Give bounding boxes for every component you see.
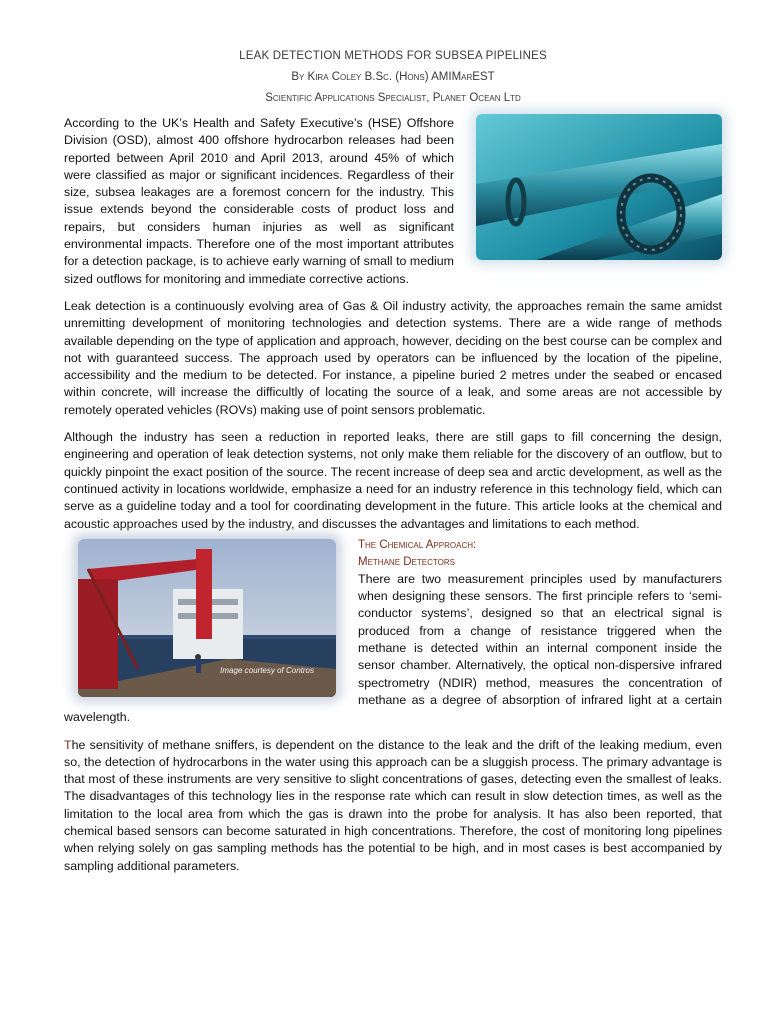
section-heading-chemical-approach: The Chemical Approach:	[358, 538, 477, 551]
paragraph-first-letter: T	[64, 737, 72, 752]
paragraph-industry-gaps: Although the industry has seen a reduction in reported leaks, there are still gaps to fill concerning the design, engineering and operation of leak detection systems, not only make them reliable for the discovery of an outflow, but to quickly pinpoint the exact position of the source. The recent increase of deep sea and arctic development, as well as the continued activity in locations worldwide, emphasize a need for an industry reference in this technology field, which can serve as a guideline today and a tool for coordinating development in the future. This article looks at the chemical and acoustic approaches used by the industry, and discusses the advantages and limitations to each method.	[64, 430, 722, 531]
paragraph-intro: According to the UK’s Health and Safety Executive’s (HSE) Offshore Division (OSD), almost 400 offshore hydrocarbon releases had been reported between April 2010 and April 2013, around 45% of which were classified as major or significant incidences. Regardless of their size, subsea leakages are a foremost concern for the industry. This issue extends beyond the considerable costs of product loss and repairs, but considers human injuries as well as significant environmental impacts. Therefore one of the most important attributes for a detection package, is to achieve early warning of small to medium sized outflows for monitoring and immediate corrective actions.	[64, 116, 454, 286]
paragraph-methane-detectors: There are two measurement principles used by manufacturers when designing these sensors. The first principle refers to ‘semi-conductor systems’, designed so that an electrical signal is produced from a change of resistance triggered when the methane is detected within an internal component inside the sensor chamber. Alternatively, the optical non-dispersive infrared spectrometry (NDIR) method, measures the concentration of methane as a degree of absorption of infrared light at a certain wavelength.	[64, 571, 722, 725]
document-page	[64, 50, 722, 875]
author-byline: By Kira Coley B.Sc. (Hons) AMIMarEST	[291, 71, 495, 83]
article-title: LEAK DETECTION METHODS FOR SUBSEA PIPELINES	[239, 50, 547, 62]
paragraph-leak-detection: Leak detection is a continuously evolving area of Gas & Oil industry activity, the approaches remain the same amidst unremitting development of monitoring technologies and detection systems. There are a wide range of methods available depending on the type of application and approach, however, deciding on the best course can be complex and not with guaranteed success. The approach used by operators can be influenced by the location of the pipeline, accessibility and the medium to be detected. For instance, a pipeline buried 2 metres under the seabed or encased within concrete, will increase the difficultly of locating the source of a leak, and some areas are not accessible by remotely operated vehicles (ROVs) making use of point sensors problematic.	[64, 298, 722, 417]
subsea-pipeline-image	[476, 114, 722, 260]
image-caption: Image courtesy of Contros	[220, 665, 314, 675]
paragraph-methane-sensitivity-text: he sensitivity of methane sniffers, is dependent on the distance to the leak and the drift of the leaking medium, even so, the detection of hydrocarbons in the water using this approach can be a sluggish process. The primary advantage is that most of these instruments are very sensitive to slight concentrations of gases, detecting even the smallest of leaks. The disadvantages of this technology lies in the response rate which can result in slow detection times, as well as the limitation to the local area from which the gas is drawn into the probe for analysis. It has also been reported, that chemical based sensors can become saturated in high concentrations. Therefore, the cost of monitoring long pipelines when relying solely on gas sampling methods has the potential to be high, and in most cases is best accompanied by sampling additional parameters.	[64, 737, 722, 873]
research-vessel-image	[78, 539, 336, 697]
author-affiliation: Scientific Applications Specialist, Planet Ocean Ltd	[265, 92, 521, 104]
subsection-heading-methane-detectors: Methane Detectors	[358, 555, 455, 568]
paragraph-methane-sensitivity	[64, 737, 722, 875]
